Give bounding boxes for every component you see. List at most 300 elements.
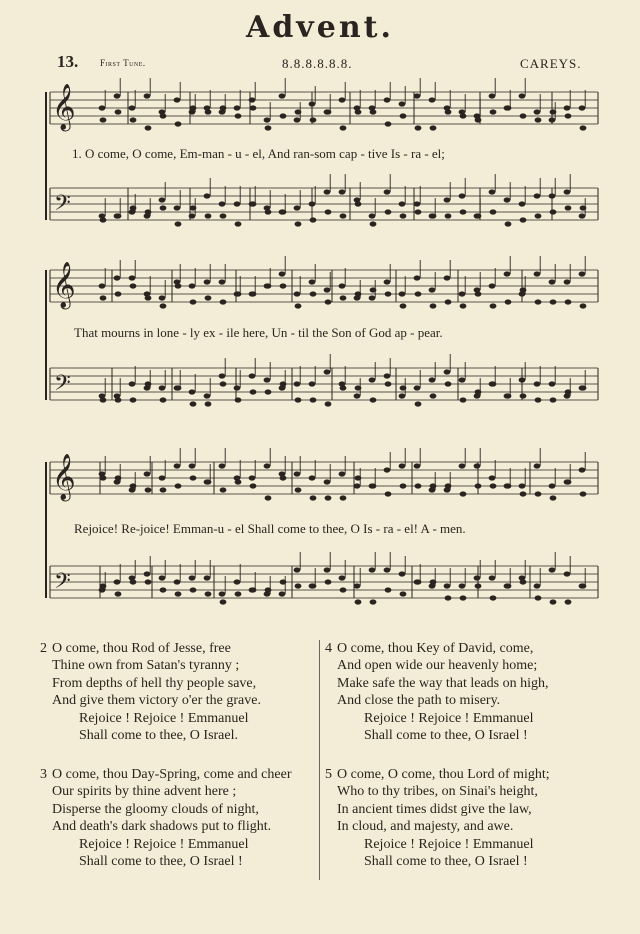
- note-head: [399, 291, 406, 296]
- note-head: [579, 271, 586, 276]
- note-head: [325, 209, 332, 214]
- note-head: [174, 463, 181, 468]
- note-head: [445, 595, 452, 600]
- note-head: [339, 97, 346, 102]
- note-head: [475, 117, 482, 122]
- note-head: [114, 275, 121, 280]
- lyric-line-3: Rejoice! Re-joice! Emman-u - el Shall come to thee, O Is - ra - el! A - men.: [74, 521, 466, 536]
- note-head: [355, 599, 362, 604]
- stanza-4: [325, 640, 625, 750]
- note-head: [234, 105, 241, 110]
- note-head: [160, 113, 167, 118]
- note-head: [325, 401, 332, 406]
- note-head: [490, 303, 497, 308]
- note-head: [324, 287, 331, 292]
- note-head: [445, 381, 452, 386]
- note-head: [400, 483, 407, 488]
- note-head: [384, 467, 391, 472]
- note-head: [505, 221, 512, 226]
- note-head: [550, 599, 557, 604]
- bass-clef-icon: 𝄢: [54, 371, 71, 401]
- note-head: [415, 125, 422, 130]
- note-head: [235, 397, 242, 402]
- stanza-line: From depths of hell thy people save,: [52, 676, 257, 691]
- stanza-number: 2: [40, 641, 47, 656]
- note-head: [235, 479, 242, 484]
- note-head: [354, 583, 361, 588]
- note-head: [145, 295, 152, 300]
- note-head: [219, 591, 226, 596]
- stanza-line: O come, thou Key of David, come,: [337, 641, 534, 656]
- note-head: [534, 193, 541, 198]
- note-head: [235, 221, 242, 226]
- note-head: [549, 117, 556, 122]
- note-head: [99, 283, 106, 288]
- note-head: [100, 475, 107, 480]
- note-head: [234, 201, 241, 206]
- note-head: [489, 575, 496, 580]
- note-head: [340, 587, 347, 592]
- note-head: [324, 479, 331, 484]
- note-head: [520, 491, 527, 496]
- note-head: [265, 209, 272, 214]
- note-head: [234, 579, 241, 584]
- note-head: [294, 567, 301, 572]
- note-head: [220, 213, 227, 218]
- note-head: [564, 571, 571, 576]
- note-head: [175, 483, 182, 488]
- note-head: [159, 475, 166, 480]
- note-head: [100, 117, 107, 122]
- note-head: [460, 209, 467, 214]
- note-head: [535, 491, 542, 496]
- note-head: [309, 201, 316, 206]
- note-head: [279, 271, 286, 276]
- note-head: [520, 113, 527, 118]
- note-head: [354, 393, 361, 398]
- note-head: [384, 373, 391, 378]
- note-head: [220, 381, 227, 386]
- bass-clef-icon: 𝄢: [54, 569, 71, 599]
- note-head: [309, 475, 316, 480]
- stanza-line: Our spirits by thine advent here ;: [52, 784, 237, 799]
- stanza-line: Thine own from Satan's tyranny ;: [52, 658, 240, 673]
- note-head: [549, 193, 556, 198]
- note-head: [489, 189, 496, 194]
- stanza-line: In ancient times didst give the law,: [337, 802, 532, 817]
- note-head: [384, 567, 391, 572]
- stanza-line: O come, thou Rod of Jesse, free: [52, 641, 231, 656]
- note-head: [160, 487, 167, 492]
- note-head: [535, 397, 542, 402]
- stanza-line: O come, thou Day-Spring, come and cheer: [52, 767, 292, 782]
- note-head: [160, 205, 167, 210]
- tune-label: First Tune.: [100, 58, 146, 68]
- stanza-5: [325, 766, 625, 876]
- note-head: [370, 221, 377, 226]
- note-head: [220, 487, 227, 492]
- note-head: [490, 109, 497, 114]
- note-head: [385, 291, 392, 296]
- note-head: [520, 393, 527, 398]
- note-head: [475, 483, 482, 488]
- note-head: [250, 389, 257, 394]
- stanza-line: Rejoice ! Rejoice ! Emmanuel: [79, 837, 249, 852]
- note-head: [535, 213, 542, 218]
- note-head: [489, 475, 496, 480]
- note-head: [534, 109, 541, 114]
- note-head: [565, 299, 572, 304]
- note-head: [459, 291, 466, 296]
- note-head: [340, 295, 347, 300]
- note-head: [205, 591, 212, 596]
- note-head: [489, 93, 496, 98]
- stanza-line: And give them victory o'er the grave.: [52, 693, 261, 708]
- note-head: [190, 401, 197, 406]
- treble-clef-icon: 𝄞: [52, 454, 76, 500]
- note-head: [549, 381, 556, 386]
- note-head: [369, 213, 376, 218]
- note-head: [565, 205, 572, 210]
- note-head: [175, 283, 182, 288]
- note-head: [174, 579, 181, 584]
- note-head: [460, 491, 467, 496]
- note-head: [324, 369, 331, 374]
- note-head: [99, 105, 106, 110]
- note-head: [309, 279, 316, 284]
- note-head: [550, 299, 557, 304]
- note-head: [115, 109, 122, 114]
- note-head: [399, 463, 406, 468]
- note-head: [159, 385, 166, 390]
- note-head: [430, 125, 437, 130]
- note-head: [399, 393, 406, 398]
- note-head: [519, 201, 526, 206]
- bass-clef-icon: 𝄢: [54, 191, 71, 221]
- note-head: [295, 487, 302, 492]
- note-head: [130, 283, 137, 288]
- note-head: [444, 275, 451, 280]
- note-head: [235, 113, 242, 118]
- note-head: [219, 463, 226, 468]
- note-head: [205, 401, 212, 406]
- note-head: [460, 303, 467, 308]
- note-head: [295, 221, 302, 226]
- note-head: [430, 303, 437, 308]
- note-head: [520, 579, 527, 584]
- note-head: [370, 109, 377, 114]
- note-head: [204, 193, 211, 198]
- note-head: [400, 303, 407, 308]
- note-head: [310, 291, 317, 296]
- note-head: [144, 471, 151, 476]
- note-head: [444, 369, 451, 374]
- note-head: [144, 93, 151, 98]
- stanza-3: [40, 766, 315, 876]
- note-head: [385, 381, 392, 386]
- note-head: [190, 475, 197, 480]
- stanza-line: And open wide our heavenly home;: [337, 658, 538, 673]
- note-head: [444, 197, 451, 202]
- note-head: [369, 377, 376, 382]
- note-head: [280, 475, 287, 480]
- note-head: [249, 475, 256, 480]
- note-head: [204, 393, 211, 398]
- note-head: [160, 587, 167, 592]
- note-head: [474, 575, 481, 580]
- stanza-line: Make safe the way that leads on high,: [337, 676, 549, 691]
- stanza-line: Shall come to thee, O Israel.: [79, 728, 239, 743]
- note-head: [115, 591, 122, 596]
- note-head: [519, 93, 526, 98]
- stanza-line: Rejoice ! Rejoice ! Emmanuel: [364, 711, 534, 726]
- note-head: [565, 113, 572, 118]
- tune-name: CAREYS.: [520, 56, 582, 71]
- note-head: [220, 599, 227, 604]
- note-head: [459, 463, 466, 468]
- note-head: [429, 97, 436, 102]
- note-head: [414, 385, 421, 390]
- note-head: [429, 377, 436, 382]
- note-head: [489, 283, 496, 288]
- note-head: [159, 295, 166, 300]
- note-head: [369, 567, 376, 572]
- note-head: [189, 575, 196, 580]
- note-head: [219, 373, 226, 378]
- note-head: [204, 279, 211, 284]
- note-head: [189, 463, 196, 468]
- note-head: [369, 295, 376, 300]
- note-head: [265, 495, 272, 500]
- note-head: [445, 109, 452, 114]
- note-head: [535, 117, 542, 122]
- note-head: [159, 575, 166, 580]
- note-head: [549, 279, 556, 284]
- note-head: [564, 189, 571, 194]
- note-head: [174, 97, 181, 102]
- note-head: [204, 575, 211, 580]
- note-head: [114, 93, 121, 98]
- note-head: [235, 591, 242, 596]
- note-head: [129, 275, 136, 280]
- note-head: [145, 125, 152, 130]
- note-head: [519, 377, 526, 382]
- note-head: [415, 483, 422, 488]
- stanza-number: 5: [325, 767, 332, 782]
- note-head: [550, 495, 557, 500]
- note-head: [145, 579, 152, 584]
- note-head: [339, 189, 346, 194]
- note-head: [534, 583, 541, 588]
- note-head: [550, 209, 557, 214]
- note-head: [355, 109, 362, 114]
- note-head: [535, 595, 542, 600]
- stanza-number: 4: [325, 641, 332, 656]
- note-head: [279, 93, 286, 98]
- note-head: [579, 213, 586, 218]
- note-head: [324, 567, 331, 572]
- note-head: [549, 483, 556, 488]
- column-divider: [319, 640, 320, 880]
- note-head: [415, 401, 422, 406]
- treble-clef-icon: 𝄞: [52, 262, 76, 308]
- note-head: [175, 221, 182, 226]
- note-head: [280, 113, 287, 118]
- note-head: [250, 483, 257, 488]
- note-head: [414, 93, 421, 98]
- note-head: [414, 275, 421, 280]
- note-head: [535, 299, 542, 304]
- note-head: [565, 599, 572, 604]
- note-head: [385, 209, 392, 214]
- note-head: [399, 571, 406, 576]
- stanza-line: Shall come to thee, O Israel !: [364, 728, 528, 743]
- note-head: [534, 381, 541, 386]
- note-head: [399, 201, 406, 206]
- note-head: [249, 373, 256, 378]
- note-head: [205, 109, 212, 114]
- stanza-line: And close the path to misery.: [337, 693, 501, 708]
- note-head: [580, 491, 587, 496]
- stanza-line: Rejoice ! Rejoice ! Emmanuel: [79, 711, 249, 726]
- note-head: [309, 101, 316, 106]
- page-title: Advent.: [246, 10, 394, 45]
- hymn-number: 13.: [57, 52, 79, 71]
- stanza-line: O come, O come, thou Lord of might;: [337, 767, 550, 782]
- note-head: [279, 591, 286, 596]
- note-head: [325, 579, 332, 584]
- note-head: [415, 209, 422, 214]
- note-head: [385, 121, 392, 126]
- note-head: [384, 189, 391, 194]
- note-head: [580, 303, 587, 308]
- note-head: [295, 303, 302, 308]
- note-head: [294, 291, 301, 296]
- note-head: [129, 105, 136, 110]
- note-head: [340, 385, 347, 390]
- note-head: [490, 595, 497, 600]
- note-head: [340, 495, 347, 500]
- note-head: [129, 381, 136, 386]
- note-head: [175, 591, 182, 596]
- note-head: [265, 125, 272, 130]
- note-head: [115, 397, 122, 402]
- note-head: [579, 105, 586, 110]
- note-head: [130, 397, 137, 402]
- note-head: [415, 291, 422, 296]
- note-head: [354, 483, 361, 488]
- note-head: [564, 279, 571, 284]
- note-head: [190, 299, 197, 304]
- note-head: [385, 491, 392, 496]
- note-head: [205, 295, 212, 300]
- note-head: [550, 397, 557, 402]
- stanza-line: And death's dark shadows put to flight.: [52, 819, 272, 834]
- stanza-line: Rejoice ! Rejoice ! Emmanuel: [364, 837, 534, 852]
- note-head: [534, 463, 541, 468]
- note-head: [355, 201, 362, 206]
- note-head: [294, 117, 301, 122]
- note-head: [174, 205, 181, 210]
- note-head: [160, 303, 167, 308]
- note-head: [580, 125, 587, 130]
- note-head: [219, 279, 226, 284]
- note-head: [310, 397, 317, 402]
- note-head: [325, 495, 332, 500]
- stanza-line: Who to thy tribes, on Sinai's height,: [337, 784, 538, 799]
- note-head: [264, 463, 271, 468]
- note-head: [384, 279, 391, 284]
- note-head: [399, 101, 406, 106]
- note-head: [100, 295, 107, 300]
- note-head: [504, 197, 511, 202]
- stanza-line: Shall come to thee, O Israel !: [79, 854, 243, 869]
- note-head: [205, 213, 212, 218]
- note-head: [414, 463, 421, 468]
- note-head: [130, 579, 137, 584]
- note-head: [190, 587, 197, 592]
- note-head: [145, 487, 152, 492]
- stanza-2: [40, 640, 315, 750]
- note-head: [370, 397, 377, 402]
- note-head: [504, 271, 511, 276]
- note-head: [444, 583, 451, 588]
- note-head: [384, 97, 391, 102]
- note-head: [114, 579, 121, 584]
- note-head: [339, 283, 346, 288]
- note-head: [294, 205, 301, 210]
- note-head: [340, 213, 347, 218]
- note-head: [400, 113, 407, 118]
- note-head: [310, 217, 317, 222]
- note-head: [340, 125, 347, 130]
- note-head: [160, 397, 167, 402]
- note-head: [519, 483, 526, 488]
- note-head: [520, 217, 527, 222]
- stanza-line: In cloud, and majesty, and awe.: [337, 819, 514, 834]
- lyric-line-2: That mourns in lone - ly ex - ile here, Un - til the Son of God ap - pear.: [74, 325, 443, 340]
- note-head: [100, 217, 107, 222]
- meter: 8.8.8.8.8.8.: [282, 56, 353, 71]
- note-head: [325, 299, 332, 304]
- note-head: [115, 291, 122, 296]
- note-head: [250, 105, 257, 110]
- note-head: [429, 287, 436, 292]
- note-head: [100, 397, 107, 402]
- note-head: [445, 213, 452, 218]
- note-head: [294, 471, 301, 476]
- note-head: [579, 467, 586, 472]
- note-head: [475, 291, 482, 296]
- note-head: [474, 463, 481, 468]
- note-head: [445, 299, 452, 304]
- note-head: [295, 397, 302, 402]
- note-head: [189, 283, 196, 288]
- note-head: [189, 213, 196, 218]
- note-head: [309, 381, 316, 386]
- note-head: [400, 213, 407, 218]
- note-head: [280, 283, 287, 288]
- note-head: [534, 271, 541, 276]
- note-head: [220, 299, 227, 304]
- note-head: [339, 471, 346, 476]
- note-head: [370, 599, 377, 604]
- note-head: [264, 117, 271, 122]
- note-head: [310, 117, 317, 122]
- note-head: [564, 105, 571, 110]
- note-head: [400, 591, 407, 596]
- note-head: [219, 201, 226, 206]
